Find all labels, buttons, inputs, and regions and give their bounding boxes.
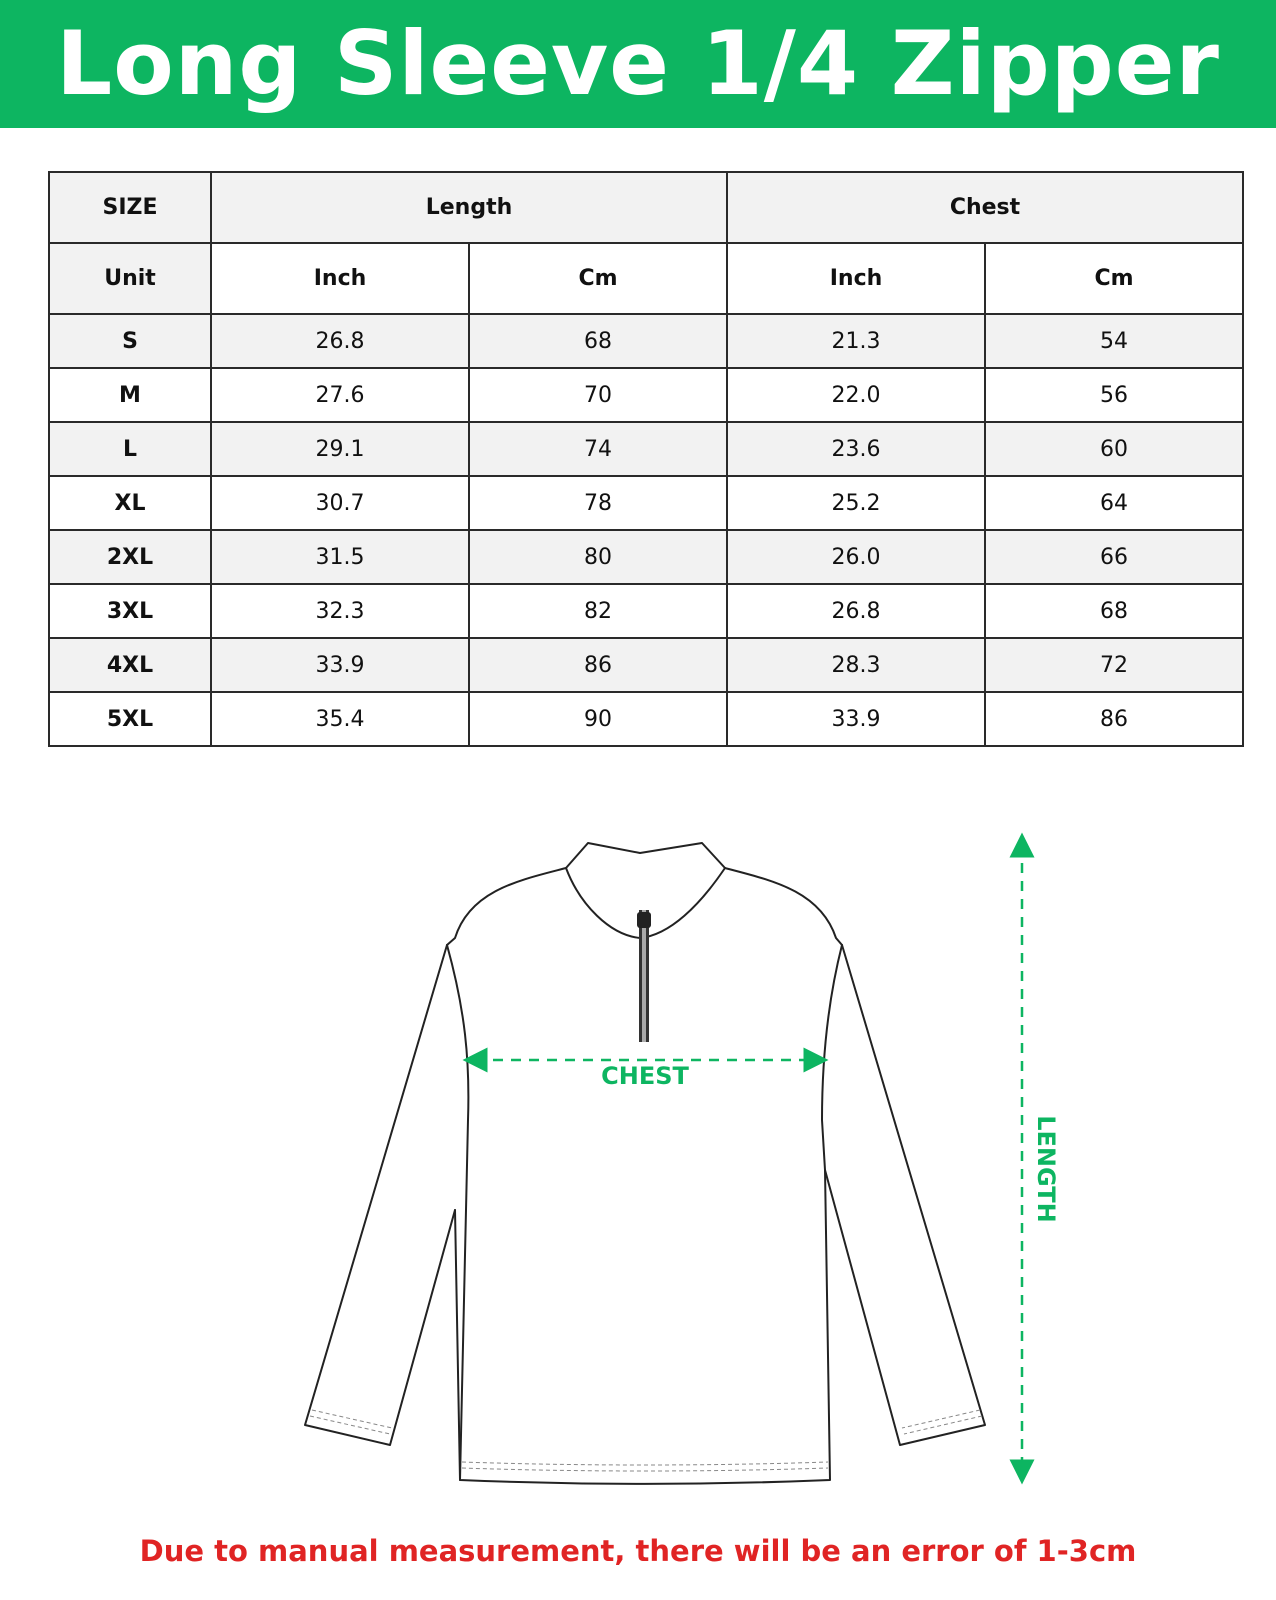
chest-inch-cell: 22.0 <box>727 368 985 422</box>
size-chart-table <box>48 171 1244 747</box>
table-row <box>49 476 1243 530</box>
chest-cm-cell: 64 <box>985 476 1243 530</box>
chest-inch-header: Inch <box>727 243 985 314</box>
chest-inch-cell: 25.2 <box>727 476 985 530</box>
chest-inch-cell: 26.8 <box>727 584 985 638</box>
chest-inch-cell: 28.3 <box>727 638 985 692</box>
length-inch-cell: 31.5 <box>211 530 469 584</box>
size-cell: L <box>49 422 211 476</box>
table-row <box>49 692 1243 746</box>
length-cm-cell: 82 <box>469 584 727 638</box>
length-cm-cell: 78 <box>469 476 727 530</box>
table-unit-header <box>49 243 1243 314</box>
length-cm-header: Cm <box>469 243 727 314</box>
page-title: Long Sleeve 1/4 Zipper <box>56 12 1220 115</box>
table-row <box>49 530 1243 584</box>
length-inch-cell: 27.6 <box>211 368 469 422</box>
chest-label: CHEST <box>601 1062 689 1090</box>
length-cm-cell: 70 <box>469 368 727 422</box>
chest-cm-cell: 72 <box>985 638 1243 692</box>
size-cell: 3XL <box>49 584 211 638</box>
size-cell: M <box>49 368 211 422</box>
size-cell: XL <box>49 476 211 530</box>
chest-cm-cell: 54 <box>985 314 1243 368</box>
chest-inch-cell: 21.3 <box>727 314 985 368</box>
table-row <box>49 422 1243 476</box>
chest-cm-header: Cm <box>985 243 1243 314</box>
chest-cm-cell: 56 <box>985 368 1243 422</box>
length-cm-cell: 80 <box>469 530 727 584</box>
length-inch-cell: 29.1 <box>211 422 469 476</box>
chest-inch-cell: 33.9 <box>727 692 985 746</box>
table-row <box>49 368 1243 422</box>
size-cell: 5XL <box>49 692 211 746</box>
table-row <box>49 638 1243 692</box>
length-cm-cell: 74 <box>469 422 727 476</box>
chest-inch-cell: 23.6 <box>727 422 985 476</box>
length-group-header: Length <box>211 172 727 243</box>
table-row <box>49 314 1243 368</box>
length-inch-cell: 30.7 <box>211 476 469 530</box>
length-label: LENGTH <box>1032 1115 1060 1223</box>
chest-inch-cell: 26.0 <box>727 530 985 584</box>
chest-group-header: Chest <box>727 172 1243 243</box>
length-cm-cell: 68 <box>469 314 727 368</box>
chest-cm-cell: 86 <box>985 692 1243 746</box>
length-inch-cell: 32.3 <box>211 584 469 638</box>
length-inch-cell: 33.9 <box>211 638 469 692</box>
length-inch-cell: 35.4 <box>211 692 469 746</box>
size-cell: S <box>49 314 211 368</box>
length-cm-cell: 86 <box>469 638 727 692</box>
chest-cm-cell: 66 <box>985 530 1243 584</box>
unit-header: Unit <box>49 243 211 314</box>
table-row <box>49 584 1243 638</box>
size-cell: 4XL <box>49 638 211 692</box>
chest-cm-cell: 60 <box>985 422 1243 476</box>
size-header: SIZE <box>49 172 211 243</box>
size-cell: 2XL <box>49 530 211 584</box>
measurement-note: Due to manual measurement, there will be an error of 1-3cm <box>139 1534 1137 1568</box>
length-cm-cell: 90 <box>469 692 727 746</box>
length-inch-cell: 26.8 <box>211 314 469 368</box>
chest-cm-cell: 68 <box>985 584 1243 638</box>
length-inch-header: Inch <box>211 243 469 314</box>
title-banner <box>0 0 1276 128</box>
table-group-header <box>49 172 1243 243</box>
